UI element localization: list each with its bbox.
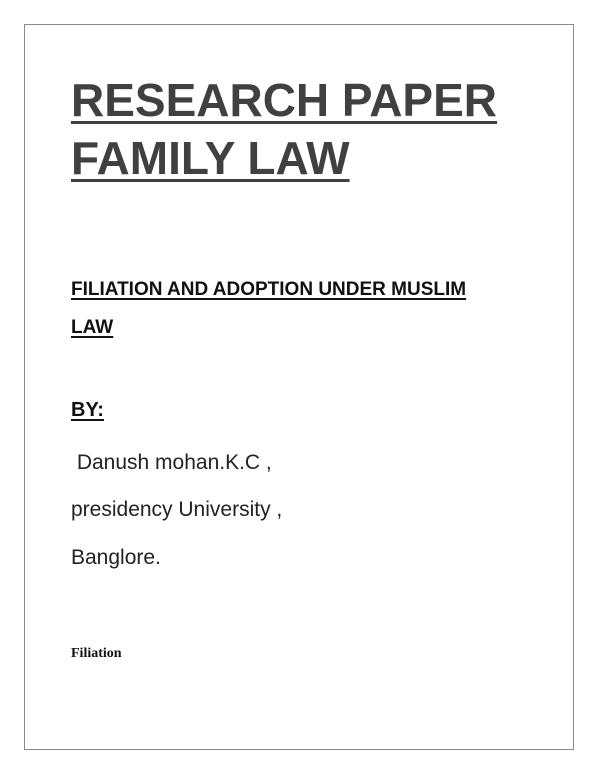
- paper-subtitle-line-1: FILIATION AND ADOPTION UNDER MUSLIM: [71, 279, 467, 300]
- document-page: [24, 24, 574, 750]
- document-title-line-2: FAMILY LAW: [71, 132, 350, 184]
- author-city: Banglore.: [71, 546, 161, 569]
- section-heading: Filiation: [71, 646, 122, 661]
- byline-label: BY:: [71, 399, 104, 421]
- author-name: Danush mohan.K.C ,: [71, 451, 272, 474]
- paper-subtitle-line-2: LAW: [71, 317, 114, 338]
- document-title-line-1: RESEARCH PAPER: [71, 74, 497, 126]
- author-institution: presidency University ,: [71, 498, 283, 521]
